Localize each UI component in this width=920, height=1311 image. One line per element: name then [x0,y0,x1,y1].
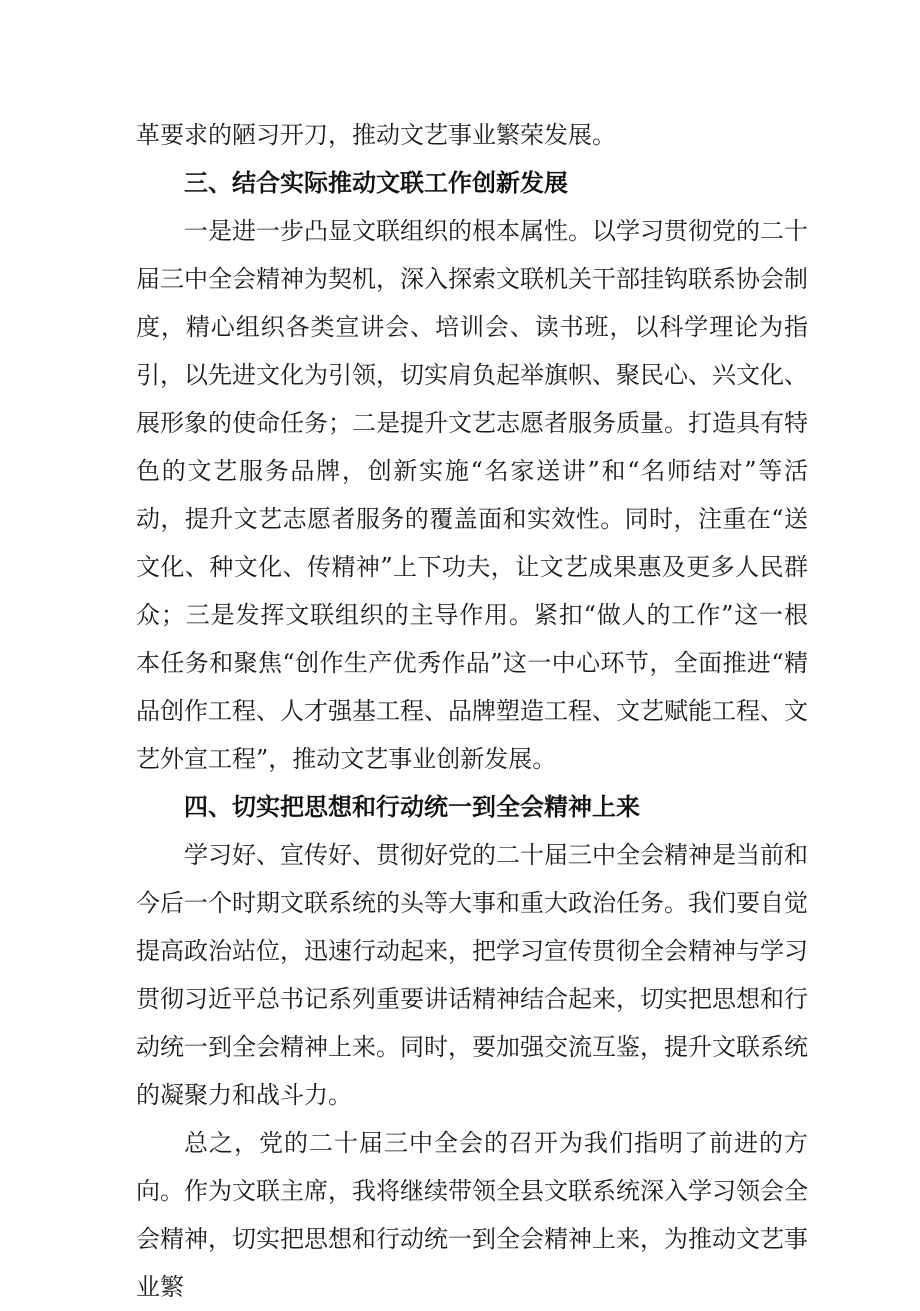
conclusion-paragraph: 总之，党的二十届三中全会的召开为我们指明了前进的方向。作为文联主席，我将继续带领全县文联系统深入学习领会全会精神，切实把思想和行动统一到全会精神上来，为推动文艺事业繁 [136,1129,808,1301]
section-three-heading: 三、结合实际推动文联工作创新发展 [184,169,568,197]
continued-paragraph: 革要求的陋习开刀，推动文艺事业繁荣发展。 [136,121,616,149]
document-body [136,111,808,1311]
section-four-paragraph: 学习好、宣传好、贯彻好党的二十届三中全会精神是当前和今后一个时期文联系统的头等大事和重大政治任务。我们要自觉提高政治站位，迅速行动起来，把学习宣传贯彻全会精神与学习贯彻习近平总书记系列重要讲话精神结合起来，切实把思想和行动统一到全会精神上来。同时，要加强交流互鉴，提升文联系统的凝聚力和战斗力。 [136,841,808,1109]
section-four-heading: 四、切实把思想和行动统一到全会精神上来 [184,793,640,821]
section-three-paragraph: 一是进一步凸显文联组织的根本属性。以学习贯彻党的二十届三中全会精神为契机，深入探索文联机关干部挂钩联系协会制度，精心组织各类宣讲会、培训会、读书班，以科学理论为指引，以先进文化为引领，切实肩负起举旗帜、聚民心、兴文化、展形象的使命任务；二是提升文艺志愿者服务质量。打造具有特色的文艺服务品牌，创新实施“名家送讲”和“名师结对”等活动，提升文艺志愿者服务的覆盖面和实效性。同时，注重在“送文化、种文化、传精神”上下功夫，让文艺成果惠及更多人民群众；三是发挥文联组织的主导作用。紧扣“做人的工作”这一根本任务和聚焦“创作生产优秀作品”这一中心环节，全面推进“精品创作工程、人才强基工程、品牌塑造工程、文艺赋能工程、文艺外宣工程”，推动文艺事业创新发展。 [136,217,808,773]
